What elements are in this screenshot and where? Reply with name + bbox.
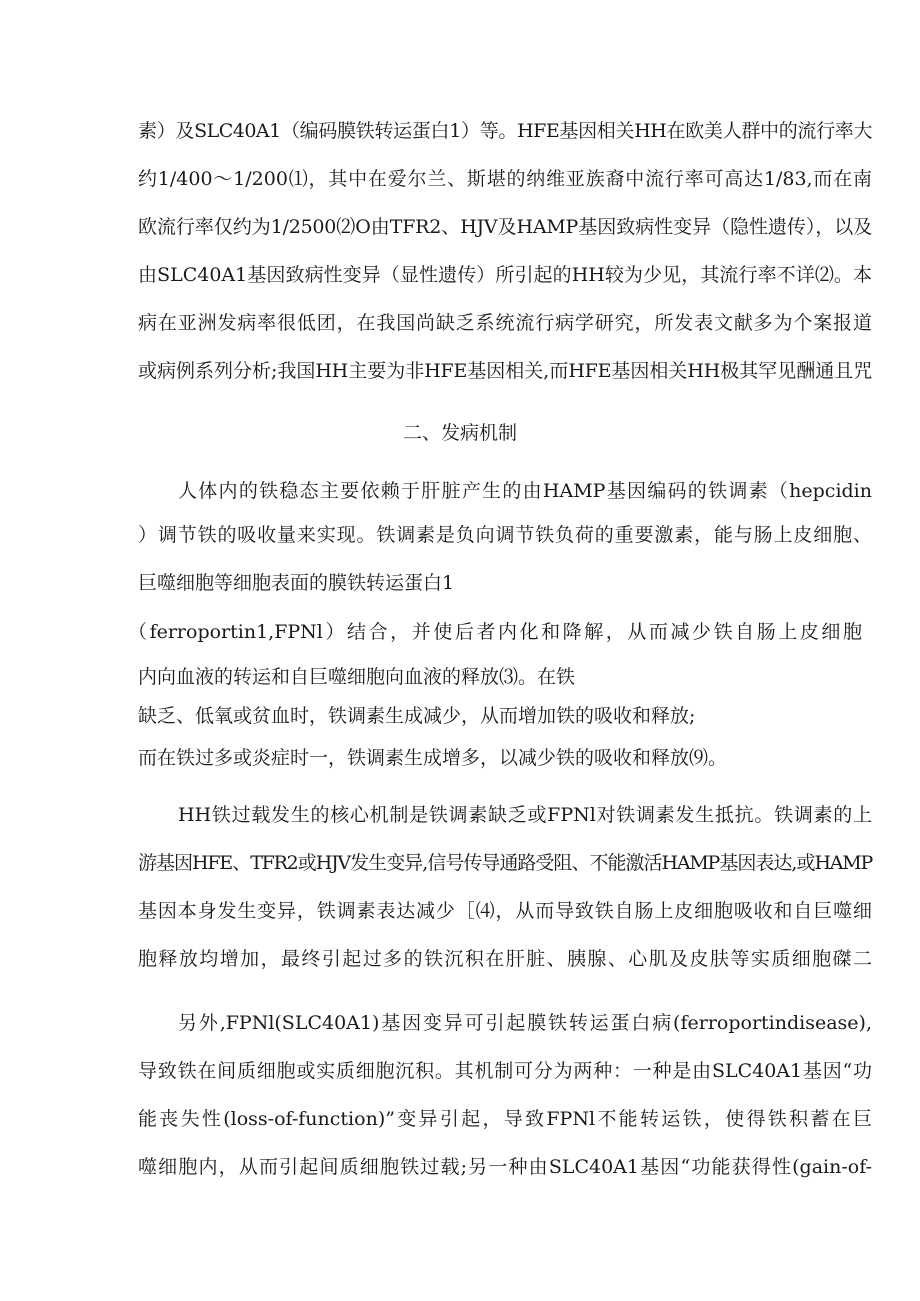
body-text-line: 噬细胞内，从而引起间质细胞铁过载;另一种由SLC40A1基因“功能获得性(gain-of- bbox=[138, 1156, 872, 1178]
body-text-line: 由SLC40A1基因致病性变异（显性遗传）所引起的HH较为少见，其流行率不详⑵。本 bbox=[138, 264, 872, 286]
body-text-line: 素）及SLC40A1（编码膜铁转运蛋白1）等。HFE基因相关HH在欧美人群中的流行率大 bbox=[138, 120, 872, 142]
body-text-line: ）调节铁的吸收量来实现。铁调素是负向调节铁负荷的重要激素，能与肠上皮细胞、 bbox=[138, 524, 872, 546]
body-text-line: 基因本身发生变异，铁调素表达减少［⑷，从而导致铁自肠上皮细胞吸收和自巨噬细 bbox=[138, 900, 872, 922]
body-text-line: 而在铁过多或炎症时一，铁调素生成增多，以减少铁的吸收和释放⑼。 bbox=[138, 747, 728, 769]
body-text-line: 内向血液的转运和自巨噬细胞向血液的释放⑶。在铁 bbox=[138, 666, 576, 688]
body-text-line: 欧流行率仅约为1/2500⑵O由TFR2、HJV及HAMP基因致病性变异（隐性遗传），以及 bbox=[138, 216, 872, 238]
body-text-line: 人体内的铁稳态主要依赖于肝脏产生的由HAMP基因编码的铁调素（hepcidin bbox=[178, 480, 872, 502]
body-text-line: 胞释放均增加，最终引起过多的铁沉积在肝脏、胰腺、心肌及皮肤等实质细胞磔二 bbox=[138, 948, 872, 970]
body-text-line: 缺乏、低氧或贫血时，铁调素生成减少，从而增加铁的吸收和释放; bbox=[138, 705, 696, 727]
body-text-line: （ferroportin1,FPNl）结合，并使后者内化和降解，从而减少铁自肠上皮细胞 bbox=[128, 621, 862, 643]
section-heading: 二、发病机制 bbox=[402, 422, 517, 444]
body-text-line: 能丧失性(loss-of-function)”变异引起，导致FPNl不能转运铁，使得铁积蓄在巨 bbox=[138, 1108, 872, 1130]
body-text-line: 导致铁在间质细胞或实质细胞沉积。其机制可分为两种：一种是由SLC40A1基因“功 bbox=[138, 1060, 872, 1082]
body-text-line: 病在亚洲发病率很低团，在我国尚缺乏系统流行病学研究，所发表文献多为个案报道 bbox=[138, 312, 872, 334]
body-text-line: 另外,FPNl(SLC40A1)基因变异可引起膜铁转运蛋白病(ferroportindisease), bbox=[178, 1012, 872, 1034]
body-text-line: 约1/400～1/200⑴，其中在爱尔兰、斯堪的纳维亚族裔中流行率可高达1/83,而在南 bbox=[138, 168, 872, 190]
body-text-line: 或病例系列分析;我国HH主要为非HFE基因相关,而HFE基因相关HH极其罕见酬通且咒 bbox=[138, 360, 872, 382]
body-text-line: 游基因HFE、TFR2或HJV发生变异,信号传导通路受阻、不能激活HAMP基因表达,或HAMP bbox=[138, 852, 872, 874]
body-text-line: HH铁过载发生的核心机制是铁调素缺乏或FPNl对铁调素发生抵抗。铁调素的上 bbox=[178, 804, 872, 826]
body-text-line: 巨噬细胞等细胞表面的膜铁转运蛋白1 bbox=[138, 572, 455, 594]
